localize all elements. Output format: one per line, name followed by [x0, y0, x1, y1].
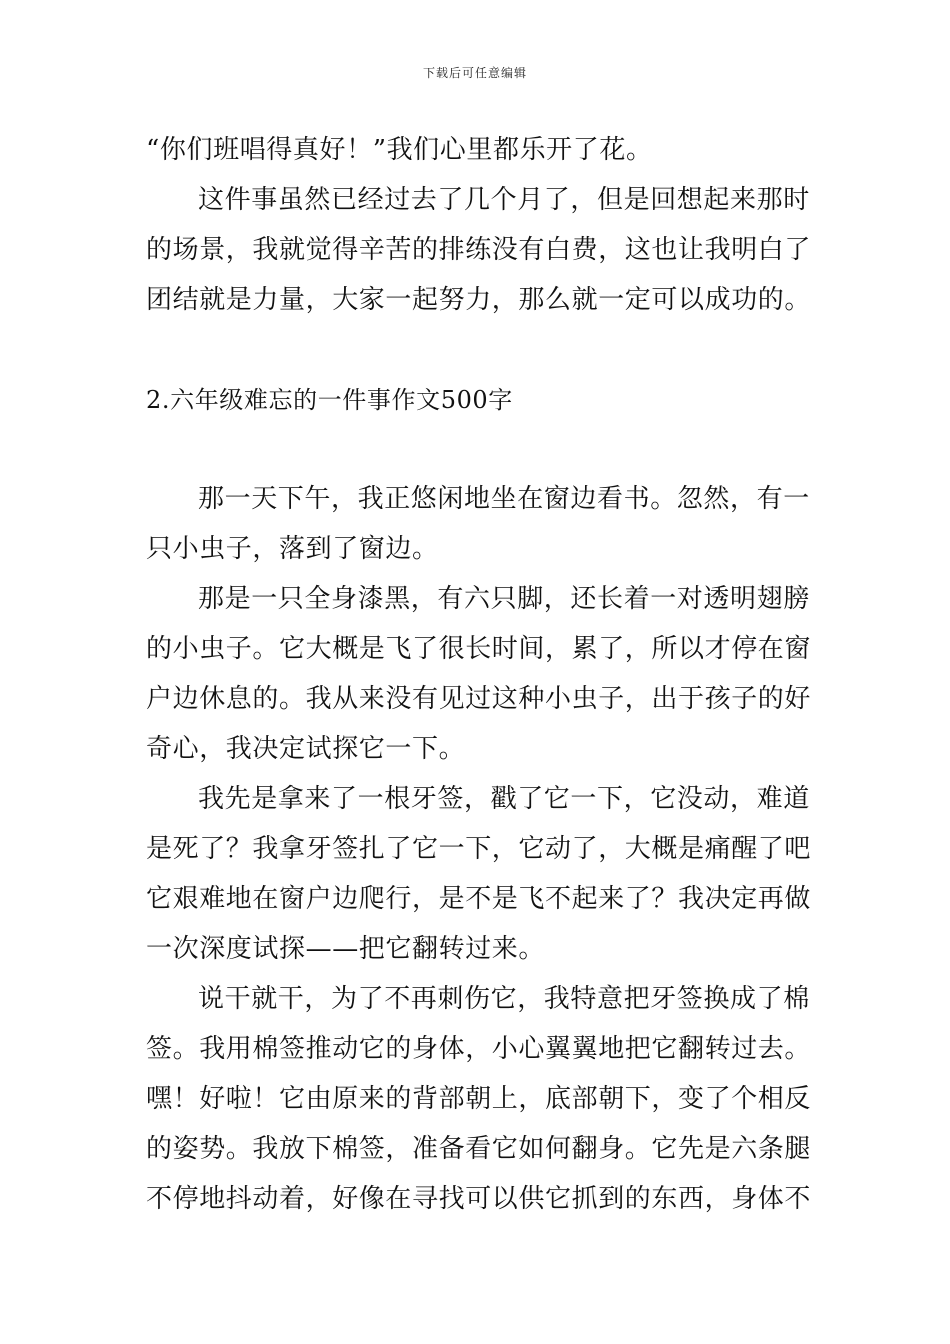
section-heading: 2.六年级难忘的一件事作文500字 [146, 386, 513, 414]
text-line: 的姿势。我放下棉签，准备看它如何翻身。它先是六条腿 [146, 1134, 812, 1164]
text-line: 一次深度试探——把它翻转过来。 [146, 934, 546, 964]
text-line: 的小虫子。它大概是飞了很长时间，累了，所以才停在窗 [146, 634, 812, 664]
text-line: 奇心，我决定试探它一下。 [146, 734, 466, 764]
paragraph-line: 这件事虽然已经过去了几个月了，但是回想起来那时 [198, 185, 810, 215]
text-line: 团结就是力量，大家一起努力，那么就一定可以成功的。 [146, 285, 812, 315]
text-line: 它艰难地在窗户边爬行，是不是飞不起来了？我决定再做 [146, 884, 812, 914]
text-line: 的场景，我就觉得辛苦的排练没有白费，这也让我明白了 [146, 235, 812, 265]
page-header-note: 下载后可任意编辑 [422, 66, 527, 80]
paragraph-line: 那是一只全身漆黑，有六只脚，还长着一对透明翅膀 [198, 584, 810, 614]
text-line: 嘿！好啦！它由原来的背部朝上，底部朝下，变了个相反 [146, 1084, 812, 1114]
text-line: 签。我用棉签推动它的身体，小心翼翼地把它翻转过去。 [146, 1034, 812, 1064]
text-line: 是死了？我拿牙签扎了它一下，它动了，大概是痛醒了吧 [146, 834, 812, 864]
paragraph-line: 说干就干，为了不再刺伤它，我特意把牙签换成了棉 [198, 984, 810, 1014]
text-line: 只小虫子，落到了窗边。 [146, 534, 439, 564]
text-line: 不停地抖动着，好像在寻找可以供它抓到的东西，身体不 [146, 1184, 812, 1214]
text-line: “你们班唱得真好！”我们心里都乐开了花。 [146, 135, 653, 165]
paragraph-line: 那一天下午，我正悠闲地坐在窗边看书。忽然，有一 [198, 484, 810, 514]
text-line: 户边休息的。我从来没有见过这种小虫子，出于孩子的好 [146, 684, 812, 714]
paragraph-line: 我先是拿来了一根牙签，戳了它一下，它没动，难道 [198, 784, 810, 814]
